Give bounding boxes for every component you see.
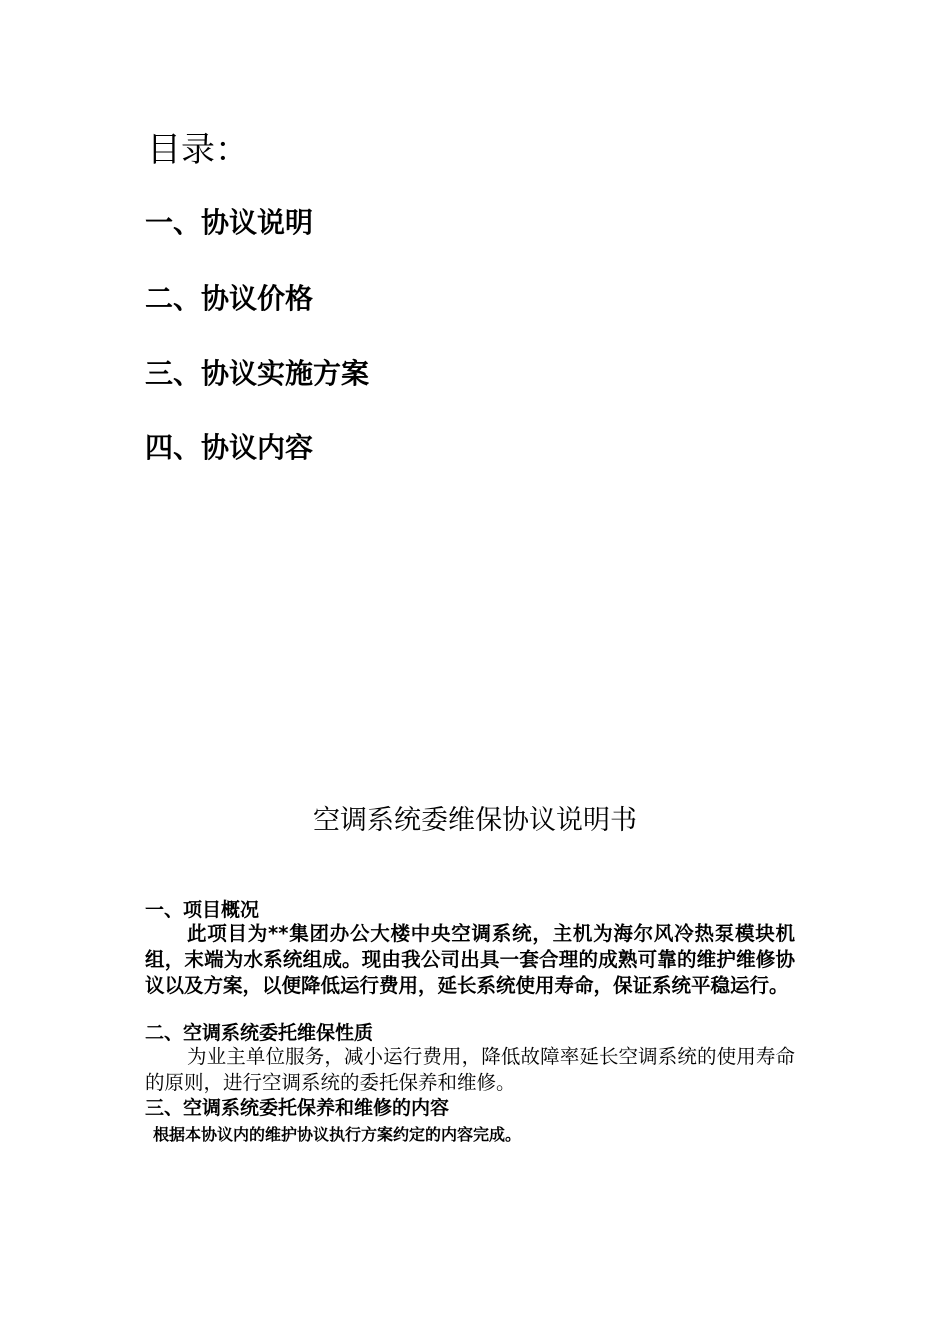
toc-title: 目录： xyxy=(147,130,249,170)
toc-item-implementation-plan: 三、协议实施方案 xyxy=(145,357,370,390)
toc-item-agreement-price: 二、协议价格 xyxy=(145,282,314,315)
toc-item-agreement-content: 四、协议内容 xyxy=(145,431,314,464)
section-body-maintenance-content: 根据本协议内的维护协议执行方案约定的内容完成。 xyxy=(153,1125,522,1144)
section-heading-project-overview: 一、项目概况 xyxy=(145,899,260,921)
section-body-maintenance-nature: 为业主单位服务，减小运行费用，降低故障率延长空调系统的使用寿命的原则，进行空调系统的委托保养和维修。 xyxy=(145,1045,795,1094)
document-title: 空调系统委维保协议说明书 xyxy=(313,805,637,836)
section-body-project-overview: 此项目为**集团办公大楼中央空调系统，主机为海尔风冷热泵模块机组，末端为水系统组成。现由我公司出具一套合理的成熟可靠的维护维修协议以及方案，以便降低运行费用，延长系统使用寿命，保证系统平稳运行。 xyxy=(145,922,795,997)
toc-item-agreement-description: 一、协议说明 xyxy=(145,206,314,239)
section-heading-maintenance-content: 三、空调系统委托保养和维修的内容 xyxy=(145,1097,450,1119)
section-heading-maintenance-nature: 二、空调系统委托维保性质 xyxy=(145,1022,374,1044)
